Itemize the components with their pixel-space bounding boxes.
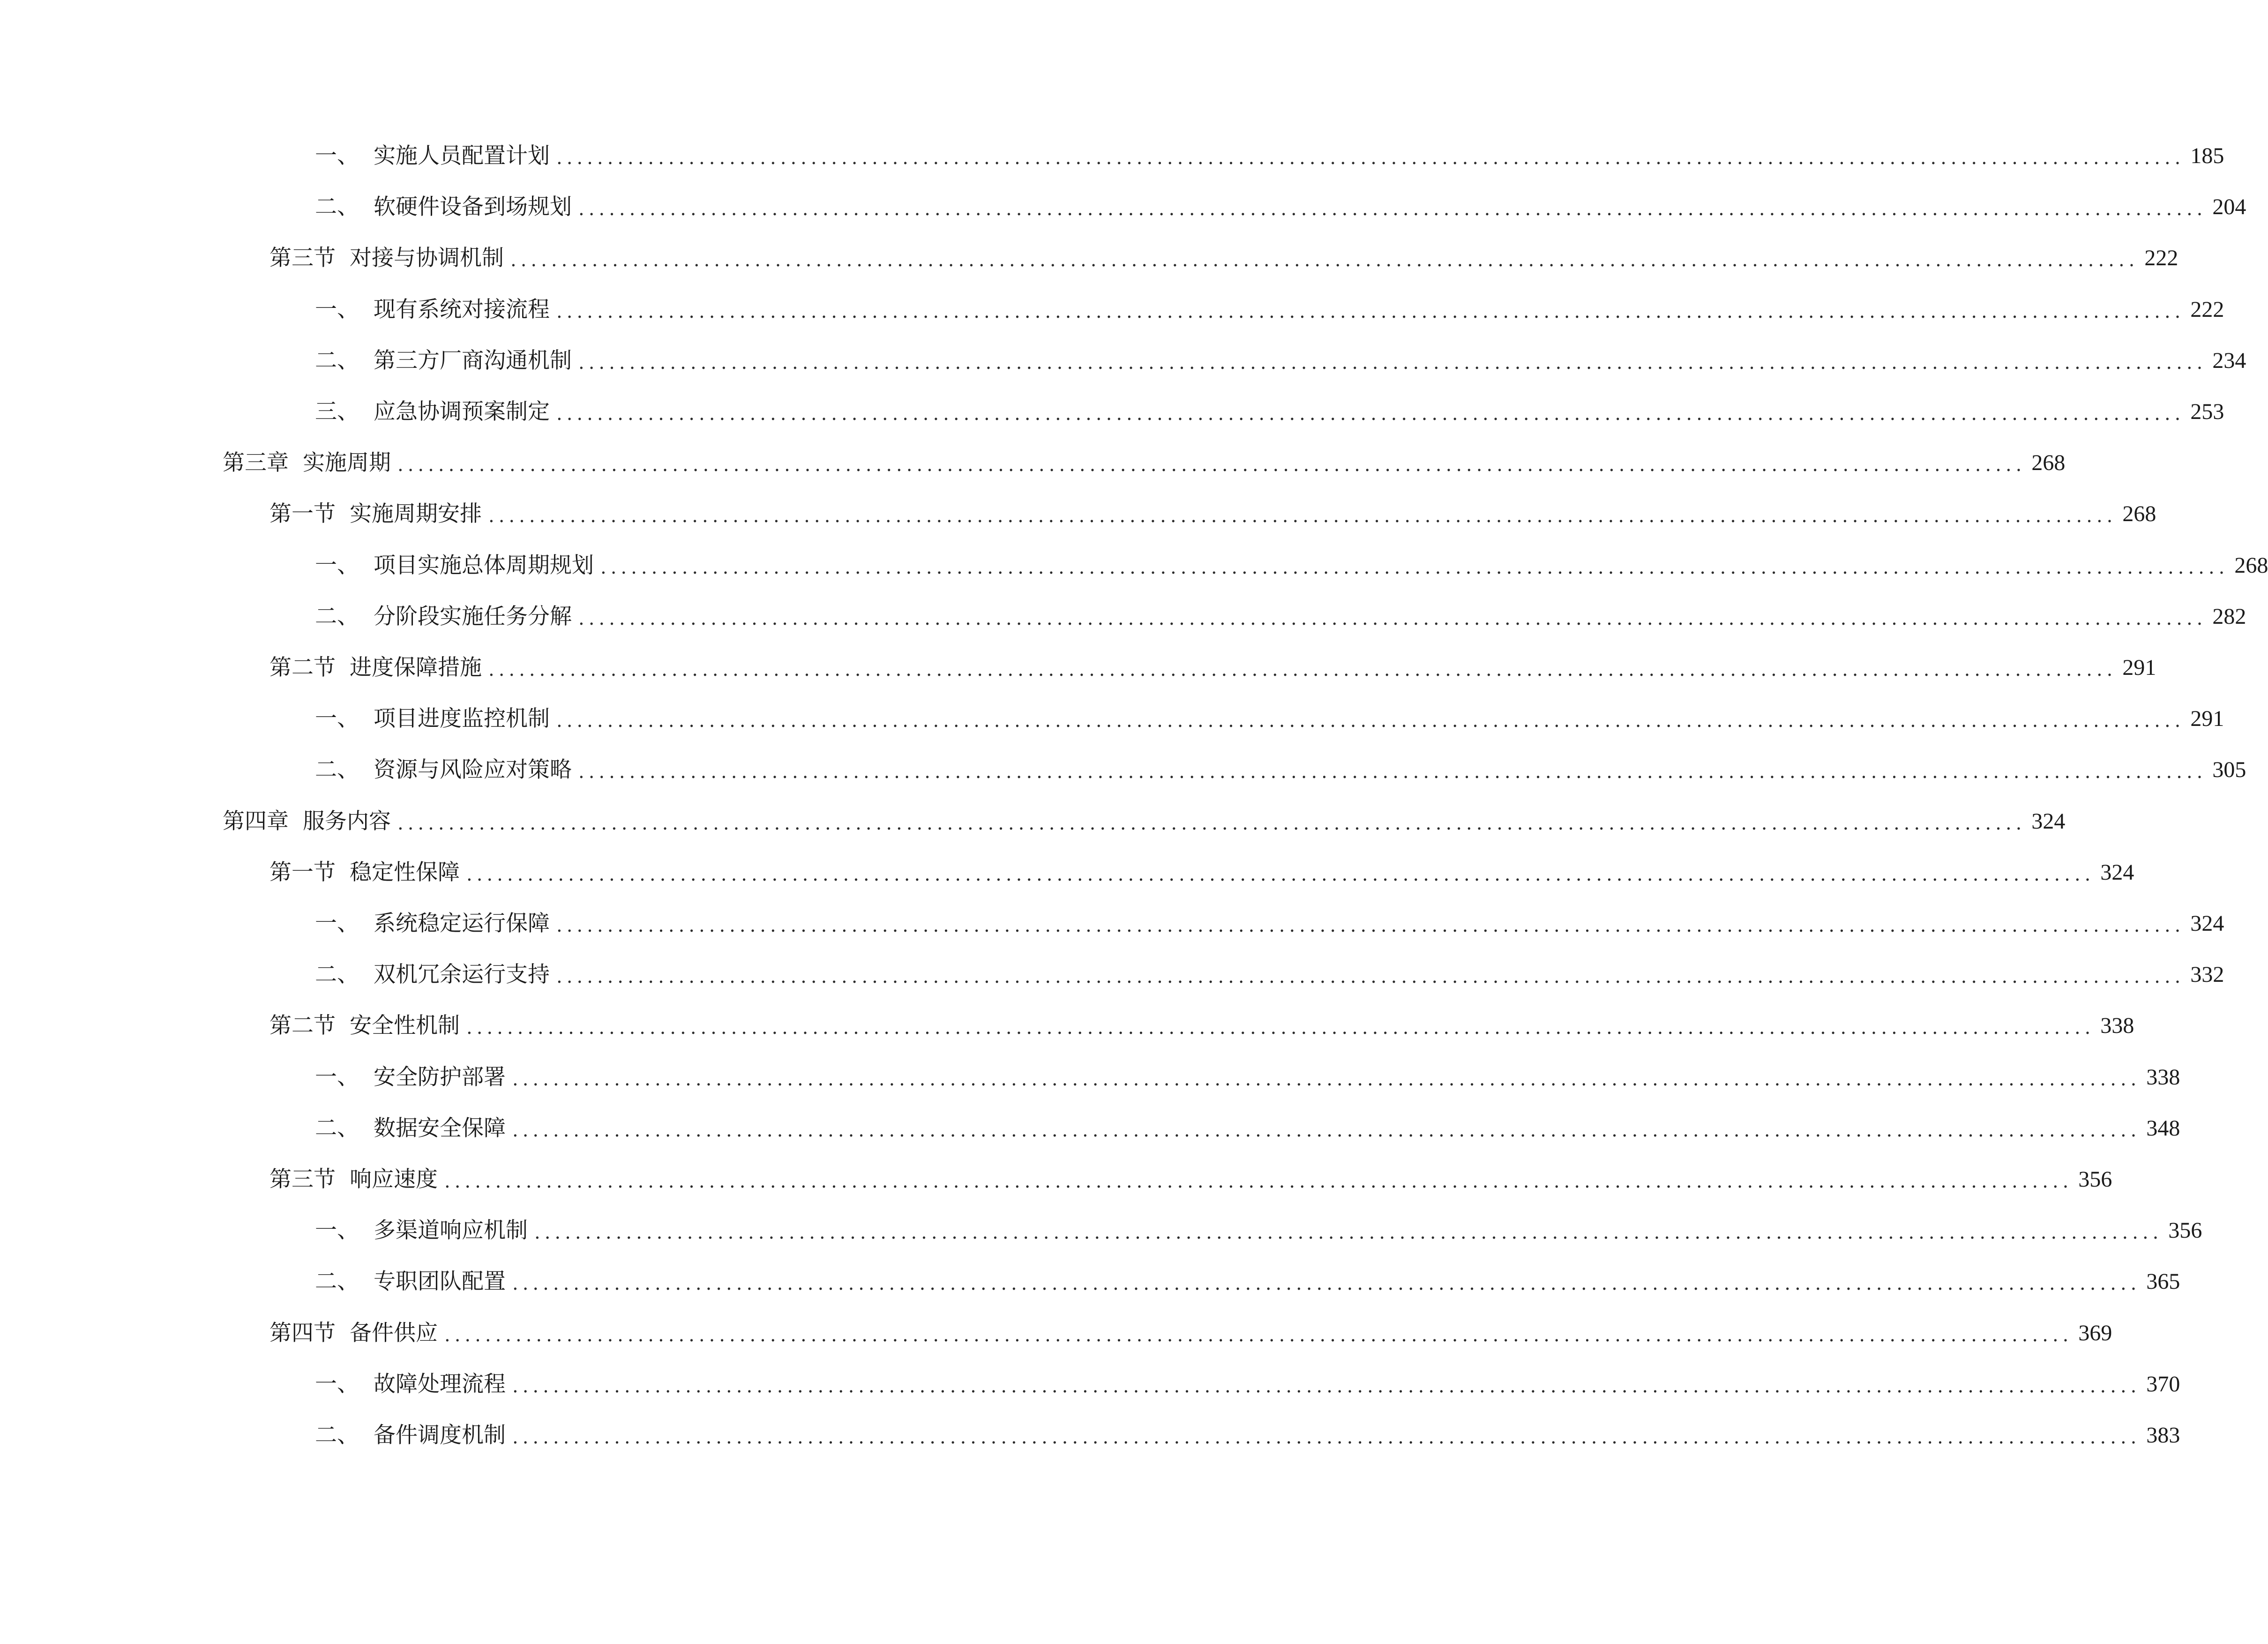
toc-label — [315, 1212, 528, 1249]
toc-entry-page-number: 282 — [2212, 604, 2246, 629]
toc-entry-prefix: 第一节 — [269, 501, 336, 527]
toc-entry-prefix: 二、 — [315, 962, 359, 987]
toc-label — [269, 1007, 460, 1045]
toc-entry-title: 备件调度机制 — [374, 1422, 506, 1448]
toc-entry[interactable] — [315, 137, 2224, 175]
toc-entry-prefix: 二、 — [315, 604, 359, 629]
toc-entry[interactable] — [315, 547, 2268, 584]
toc-entry-title: 第三方厂商沟通机制 — [374, 348, 572, 374]
toc-entry-prefix: 第二节 — [269, 1013, 336, 1039]
dot-leader: ................................................................................................................................................................ — [512, 1120, 2141, 1141]
toc-entry-title: 双机冗余运行支持 — [374, 962, 550, 987]
toc-entry-title: 进度保障措施 — [350, 655, 482, 680]
toc-entry-title: 故障处理流程 — [374, 1371, 506, 1397]
toc-entry-prefix: 一、 — [315, 1218, 359, 1243]
toc-entry-title: 软硬件设备到场规划 — [374, 194, 572, 220]
toc-entry[interactable] — [315, 1417, 2180, 1454]
toc-entry-page-number: 338 — [2146, 1065, 2180, 1090]
toc-label — [315, 1059, 506, 1096]
dot-leader: ................................................................................................................................................................ — [556, 710, 2185, 732]
toc-label — [315, 1110, 506, 1147]
toc-entry-prefix: 第四章 — [223, 808, 289, 834]
toc-label — [269, 854, 460, 891]
toc-entry[interactable] — [223, 444, 2066, 482]
toc-entry-page-number: 356 — [2168, 1218, 2202, 1243]
toc-entry-page-number: 370 — [2146, 1372, 2180, 1397]
dot-leader: ................................................................................................................................................................ — [512, 1427, 2141, 1448]
toc-entry-page-number: 369 — [2078, 1321, 2112, 1345]
toc-entry-page-number: 383 — [2146, 1423, 2180, 1448]
toc-label — [315, 547, 594, 584]
toc-entry-title: 数据安全保障 — [374, 1115, 506, 1141]
toc-entry-page-number: 305 — [2212, 757, 2246, 782]
toc-entry-prefix: 第三节 — [269, 1166, 336, 1192]
dot-leader: ................................................................................................................................................................ — [488, 659, 2117, 680]
dot-leader: ................................................................................................................................................................ — [444, 1171, 2073, 1192]
dot-leader: ................................................................................................................................................................ — [578, 608, 2207, 629]
toc-label — [315, 956, 550, 994]
toc-entry-page-number: 356 — [2078, 1167, 2112, 1192]
toc-entry[interactable] — [315, 1263, 2180, 1300]
toc-label — [315, 342, 572, 380]
toc-entry-page-number: 268 — [2234, 553, 2268, 578]
dot-leader: ................................................................................................................................................................ — [488, 505, 2117, 527]
toc-label — [269, 495, 482, 533]
toc-entry-title: 项目实施总体周期规划 — [374, 553, 594, 578]
dot-leader: ................................................................................................................................................................ — [512, 1273, 2141, 1294]
toc-entry-page-number: 365 — [2146, 1269, 2180, 1294]
toc-entry-prefix: 一、 — [315, 706, 359, 732]
toc-entry-page-number: 185 — [2190, 143, 2224, 168]
toc-entry[interactable] — [315, 1110, 2180, 1147]
toc-entry-title: 系统稳定运行保障 — [374, 911, 550, 936]
toc-entry-title: 响应速度 — [350, 1166, 438, 1192]
toc-entry-title: 安全性机制 — [350, 1013, 460, 1039]
toc-label — [315, 188, 572, 226]
toc-label — [315, 393, 550, 431]
toc-entry-title: 多渠道响应机制 — [374, 1218, 528, 1243]
toc-entry-title: 服务内容 — [303, 808, 391, 834]
toc-entry-prefix: 二、 — [315, 194, 359, 220]
toc-entry[interactable] — [269, 239, 2178, 277]
dot-leader: ................................................................................................................................................................ — [397, 813, 2026, 834]
dot-leader: ................................................................................................................................................................ — [510, 249, 2139, 271]
toc-entry-prefix: 一、 — [315, 553, 359, 578]
toc-entry[interactable] — [315, 342, 2246, 380]
toc-entry[interactable] — [315, 598, 2246, 635]
toc-entry-title: 对接与协调机制 — [350, 245, 504, 271]
toc-entry-title: 项目进度监控机制 — [374, 706, 550, 732]
toc-entry-page-number: 253 — [2190, 399, 2224, 424]
toc-entry-page-number: 291 — [2190, 706, 2224, 731]
toc-entry-page-number: 204 — [2212, 194, 2246, 219]
toc-label — [269, 1315, 438, 1352]
toc-entry-prefix: 第四节 — [269, 1320, 336, 1346]
toc-entry-page-number: 234 — [2212, 348, 2246, 373]
dot-leader: ................................................................................................................................................................ — [466, 864, 2095, 885]
toc-entry-page-number: 222 — [2190, 297, 2224, 322]
dot-leader: ................................................................................................................................................................ — [512, 1069, 2141, 1090]
toc-entry-page-number: 222 — [2144, 246, 2178, 270]
dot-leader: ................................................................................................................................................................ — [556, 301, 2185, 322]
toc-entry-prefix: 一、 — [315, 143, 359, 169]
toc-label — [315, 137, 550, 175]
dot-leader: ................................................................................................................................................................ — [534, 1222, 2163, 1243]
toc-entry-prefix: 第三节 — [269, 245, 336, 271]
toc-entry-title: 专职团队配置 — [374, 1269, 506, 1294]
toc-entry-prefix: 二、 — [315, 757, 359, 783]
toc-entry-page-number: 324 — [2190, 911, 2224, 936]
toc-label — [315, 1366, 506, 1403]
toc-entry-prefix: 一、 — [315, 911, 359, 936]
toc-entry-title: 资源与风险应对策略 — [374, 757, 572, 783]
toc-label — [315, 291, 550, 329]
toc-entry-page-number: 348 — [2146, 1116, 2180, 1141]
toc-entry-prefix: 一、 — [315, 297, 359, 322]
toc-entry[interactable] — [315, 905, 2224, 942]
toc-entry-page-number: 268 — [2031, 450, 2066, 475]
toc-entry[interactable] — [269, 495, 2156, 533]
dot-leader: ................................................................................................................................................................ — [556, 966, 2185, 987]
dot-leader: ................................................................................................................................................................ — [578, 352, 2207, 374]
dot-leader: ................................................................................................................................................................ — [556, 915, 2185, 936]
dot-leader: ................................................................................................................................................................ — [556, 147, 2185, 169]
toc-entry-title: 实施周期 — [303, 450, 391, 476]
toc-entry-prefix: 第二节 — [269, 655, 336, 680]
dot-leader: ................................................................................................................................................................ — [466, 1017, 2095, 1039]
toc-label — [315, 751, 572, 789]
toc-entry[interactable] — [315, 751, 2246, 789]
toc-entry-prefix: 二、 — [315, 348, 359, 374]
toc-entry[interactable] — [315, 700, 2224, 738]
dot-leader: ................................................................................................................................................................ — [578, 761, 2207, 783]
toc-label — [315, 905, 550, 942]
toc-entry-title: 稳定性保障 — [350, 859, 460, 885]
toc-entry-page-number: 291 — [2122, 655, 2156, 680]
toc-entry-prefix: 二、 — [315, 1269, 359, 1294]
toc-entry-prefix: 一、 — [315, 1371, 359, 1397]
toc-entry[interactable] — [315, 393, 2224, 431]
toc-label — [223, 803, 391, 840]
toc-entry-prefix: 第一节 — [269, 859, 336, 885]
toc-entry[interactable] — [269, 1007, 2134, 1045]
toc-entry[interactable] — [315, 1212, 2202, 1249]
toc-label — [315, 1263, 506, 1300]
toc-label — [315, 700, 550, 738]
toc-entry-prefix: 二、 — [315, 1422, 359, 1448]
toc-entry-page-number: 324 — [2031, 809, 2066, 834]
dot-leader: ................................................................................................................................................................ — [600, 557, 2229, 578]
toc-entry-prefix: 第三章 — [223, 450, 289, 476]
toc-entry-title: 现有系统对接流程 — [374, 297, 550, 322]
toc-label — [269, 649, 482, 687]
toc-entry[interactable] — [223, 803, 2066, 840]
toc-label — [223, 444, 391, 482]
toc-label — [315, 598, 572, 635]
toc-entry-title: 应急协调预案制定 — [374, 399, 550, 425]
toc-entry-page-number: 268 — [2122, 501, 2156, 526]
toc-entry-title: 分阶段实施任务分解 — [374, 604, 572, 629]
toc-entry[interactable] — [269, 649, 2156, 687]
dot-leader: ................................................................................................................................................................ — [556, 403, 2185, 425]
toc-entry-page-number: 338 — [2100, 1013, 2134, 1038]
toc-entry-prefix: 二、 — [315, 1115, 359, 1141]
toc-entry[interactable] — [315, 1366, 2180, 1403]
toc-entry-page-number: 332 — [2190, 962, 2224, 987]
toc-entry-title: 实施周期安排 — [350, 501, 482, 527]
toc-entry-page-number: 324 — [2100, 860, 2134, 885]
toc-entry[interactable] — [315, 1059, 2180, 1096]
toc-entry-prefix: 一、 — [315, 1064, 359, 1090]
toc-entry[interactable] — [269, 854, 2134, 891]
toc-entry-title: 安全防护部署 — [374, 1064, 506, 1090]
toc-entry[interactable] — [315, 956, 2224, 994]
toc-entry[interactable] — [269, 1315, 2112, 1352]
toc-entry-title: 实施人员配置计划 — [374, 143, 550, 169]
toc-entry[interactable] — [315, 188, 2246, 226]
dot-leader: ................................................................................................................................................................ — [578, 198, 2207, 220]
toc-label — [269, 1161, 438, 1198]
toc-entry[interactable] — [269, 1161, 2112, 1198]
toc-label — [315, 1417, 506, 1454]
dot-leader: ................................................................................................................................................................ — [397, 454, 2026, 476]
dot-leader: ................................................................................................................................................................ — [444, 1324, 2073, 1346]
toc-entry-prefix: 三、 — [315, 399, 359, 425]
dot-leader: ................................................................................................................................................................ — [512, 1375, 2141, 1397]
toc-entry-title: 备件供应 — [350, 1320, 438, 1346]
toc-entry[interactable] — [315, 291, 2224, 329]
toc-label — [269, 239, 504, 277]
